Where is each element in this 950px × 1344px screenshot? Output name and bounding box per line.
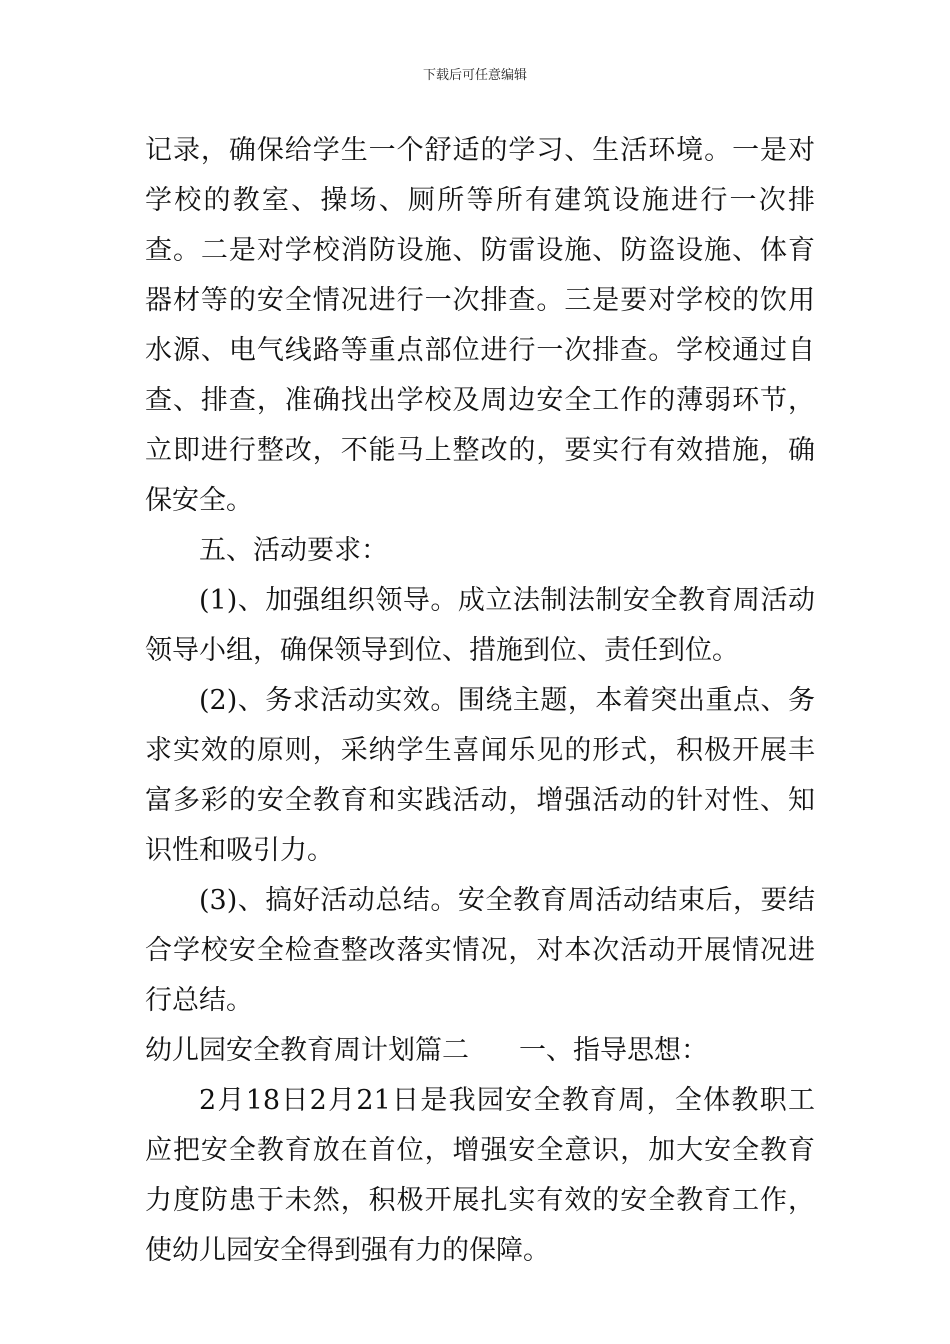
document-body [145,126,815,1276]
requirement-item-1: (1)、加强组织领导。成立法制法制安全教育周活动领导小组，确保领导到位、措施到位、责任到位。 [145,585,815,666]
paragraph-education-week: 2月18日2月21日是我园安全教育周，全体教职工应把安全教育放在首位，增强安全意识，加大安全教育力度防患于未然，积极开展扎实有效的安全教育工作，使幼儿园安全得到强有力的保障。 [145,1085,815,1266]
part-two-title-line [145,1026,815,1076]
paragraph-safety-inspection: 记录，确保给学生一个舒适的学习、生活环境。一是对学校的教室、操场、厕所等所有建筑设施进行一次排查。二是对学校消防设施、防雷设施、防盗设施、体育器材等的安全情况进行一次排查。三是要对学校的饮用水源、电气线路等重点部位进行一次排查。学校通过自查、排查，准确找出学校及周边安全工作的薄弱环节，立即进行整改，不能马上整改的，要实行有效措施，确保安全。 [145,135,815,516]
part-two-title: 幼儿园安全教育周计划篇二 [145,1035,469,1066]
requirement-item-3: (3)、搞好活动总结。安全教育周活动结束后，要结合学校安全检查整改落实情况，对本次活动开展情况进行总结。 [145,885,815,1016]
page-header-note: 下载后可任意编辑 [422,68,527,83]
section-heading-activity-requirements: 五、活动要求： [199,535,388,566]
guiding-ideology-heading: 一、指导思想： [519,1035,708,1066]
requirement-item-2: (2)、务求活动实效。围绕主题，本着突出重点、务求实效的原则，采纳学生喜闻乐见的形式，积极开展丰富多彩的安全教育和实践活动，增强活动的针对性、知识性和吸引力。 [145,685,815,866]
